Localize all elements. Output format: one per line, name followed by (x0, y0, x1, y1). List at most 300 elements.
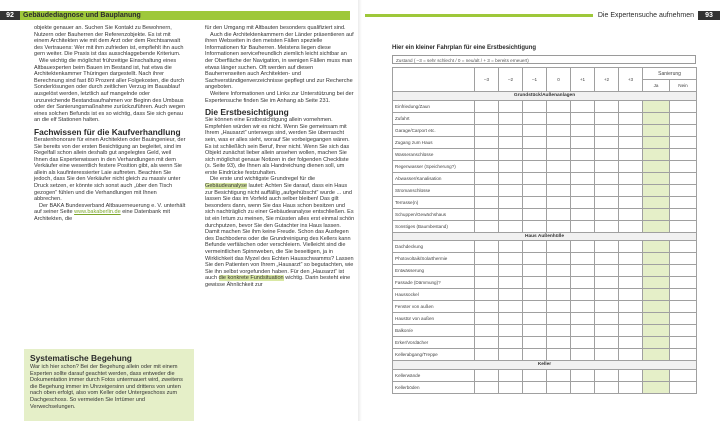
sanierung-nein-cell[interactable] (670, 136, 697, 148)
rating-cell[interactable] (523, 160, 547, 172)
rating-cell[interactable] (499, 337, 523, 349)
row-label: Wasseranschlüsse (393, 148, 475, 160)
rating-cell[interactable] (523, 136, 547, 148)
rating-cell[interactable] (619, 349, 643, 361)
rating-cell[interactable] (595, 148, 619, 160)
rating-cell[interactable] (475, 220, 499, 232)
rating-cell[interactable] (475, 241, 499, 253)
rating-cell[interactable] (499, 220, 523, 232)
table-row (393, 160, 697, 172)
row-label: Zufahrt (393, 112, 475, 124)
row-label: Kellerwände (393, 369, 475, 381)
rating-cell[interactable] (571, 253, 595, 265)
table-row (393, 112, 697, 124)
rating-cell[interactable] (547, 265, 571, 277)
rating-cell[interactable] (499, 208, 523, 220)
rating-cell[interactable] (523, 289, 547, 301)
paragraph-text: wichtig. Darin besteht eine gewisse Ähnlichkeit zur (205, 275, 351, 288)
sanierung-nein-cell[interactable] (670, 369, 697, 381)
sanierung-ja-cell[interactable] (643, 369, 670, 381)
rating-cell[interactable] (571, 220, 595, 232)
rating-cell[interactable] (475, 325, 499, 337)
rating-cell[interactable] (523, 241, 547, 253)
right-page-title: Die Expertensuche aufnehmen (597, 12, 694, 19)
sanierung-ja-cell[interactable] (643, 313, 670, 325)
table-row (393, 172, 697, 184)
section-header-row (393, 361, 697, 370)
rating-cell[interactable] (595, 208, 619, 220)
section-header-row (393, 232, 697, 241)
paragraph: Beratenhonorare für einen Architekten oder Bauingenieur, der Sie bereits von der ersten Besichtigung an begleitet, sind im Regelfall schon allein deshalb gut angelegtes Geld, weil Ihnen das Expertenwissen in den Verhandlungen mit dem Verkäufer eine wesentlich festere Position gibt, als wenn Sie allein als kaufinteressierter Laie auftreten. Beachten Sie jedoch, dass Sie den Verkäufer nicht gleich zu massiv unter Druck setzen, er könnte sich sonst auch „über den Tisch gezogen“ fühlen und die Verhandlungen mit Ihnen abbrechen. (34, 136, 186, 203)
col-header-zero: 0 (547, 68, 571, 92)
row-label: Regenwasser (Speicherung?) (393, 160, 475, 172)
row-label: Kellerabgang/Treppe (393, 349, 475, 361)
rating-cell[interactable] (499, 112, 523, 124)
rating-cell[interactable] (619, 124, 643, 136)
rating-cell[interactable] (475, 124, 499, 136)
rating-cell[interactable] (547, 160, 571, 172)
sanierung-nein-cell[interactable] (670, 148, 697, 160)
sanierung-nein-cell[interactable] (670, 277, 697, 289)
rating-cell[interactable] (499, 265, 523, 277)
rating-cell[interactable] (547, 289, 571, 301)
box-text: War ich hier schon? Bei der Begehung allein oder mit einem Experten sollte darauf geachtet werden, dass entweder die Dokumentation immer durch Fotos untermauert wird, zweitens die Begehung immer im Uhrzeigersinn und drittens von unten nach oben erfolgt, also vom Keller oder Untergeschoss zum Dachgeschoss. So vermeiden Sie Irrtümer und Verwechselungen. (30, 364, 183, 410)
rating-cell[interactable] (619, 289, 643, 301)
sanierung-nein-cell[interactable] (670, 208, 697, 220)
rating-cell[interactable] (595, 277, 619, 289)
col-header-minus2: –2 (499, 68, 523, 92)
sanierung-nein-cell[interactable] (670, 381, 697, 393)
col-header-plus2: +2 (595, 68, 619, 92)
sanierung-nein-cell[interactable] (670, 265, 697, 277)
rating-cell[interactable] (595, 124, 619, 136)
table-row (393, 277, 697, 289)
rating-cell[interactable] (571, 241, 595, 253)
rating-cell[interactable] (475, 369, 499, 381)
table-row (393, 265, 697, 277)
row-label: Stromanschlüsse (393, 184, 475, 196)
rating-cell[interactable] (523, 313, 547, 325)
row-label: Haussockel (393, 289, 475, 301)
sanierung-ja-cell[interactable] (643, 112, 670, 124)
table-row (393, 184, 697, 196)
table-row (393, 253, 697, 265)
rating-cell[interactable] (571, 349, 595, 361)
systematische-begehung-box (24, 349, 194, 421)
rating-cell[interactable] (475, 253, 499, 265)
rating-cell[interactable] (523, 381, 547, 393)
sanierung-nein-cell[interactable] (670, 184, 697, 196)
rating-cell[interactable] (571, 136, 595, 148)
rating-cell[interactable] (523, 100, 547, 112)
paragraph-text: Der BAKA Bundesverband Altbauerneuerung e. V. unterhält auf seiner Seite (34, 202, 186, 216)
row-label: Einfriedung/Zaun (393, 100, 475, 112)
rating-cell[interactable] (595, 369, 619, 381)
rating-cell[interactable] (547, 136, 571, 148)
rating-cell[interactable] (523, 369, 547, 381)
rating-cell[interactable] (619, 136, 643, 148)
rating-cell[interactable] (475, 148, 499, 160)
section-header-row (393, 92, 697, 101)
rating-cell[interactable] (475, 313, 499, 325)
condition-legend: Zustand ( –3 = sehr schlecht / 0 = neu/alt / + 3 = bereits erneuert) (392, 55, 696, 64)
rating-cell[interactable] (499, 100, 523, 112)
rating-cell[interactable] (547, 253, 571, 265)
row-label: Haustür von außen (393, 313, 475, 325)
rating-cell[interactable] (475, 172, 499, 184)
rating-cell[interactable] (595, 381, 619, 393)
header-accent-bar (365, 14, 593, 17)
rating-cell[interactable] (571, 196, 595, 208)
rating-cell[interactable] (475, 265, 499, 277)
rating-cell[interactable] (571, 381, 595, 393)
sanierung-nein-cell[interactable] (670, 253, 697, 265)
rating-cell[interactable] (619, 265, 643, 277)
sanierung-ja-cell[interactable] (643, 172, 670, 184)
row-label: Sonstiges (Baumbestand) (393, 220, 475, 232)
rating-cell[interactable] (571, 313, 595, 325)
rating-cell[interactable] (475, 160, 499, 172)
sanierung-nein-cell[interactable] (670, 313, 697, 325)
rating-cell[interactable] (499, 325, 523, 337)
col-header-plus1: +1 (571, 68, 595, 92)
rating-cell[interactable] (547, 325, 571, 337)
sanierung-ja-cell[interactable] (643, 220, 670, 232)
rating-cell[interactable] (571, 184, 595, 196)
sanierung-ja-cell[interactable] (643, 337, 670, 349)
rating-cell[interactable] (523, 277, 547, 289)
rating-cell[interactable] (619, 208, 643, 220)
sanierung-nein-cell[interactable] (670, 337, 697, 349)
rating-cell[interactable] (595, 172, 619, 184)
rating-cell[interactable] (619, 313, 643, 325)
rating-cell[interactable] (547, 241, 571, 253)
rating-cell[interactable] (523, 325, 547, 337)
row-label: Garage/Carport etc. (393, 124, 475, 136)
rating-cell[interactable] (619, 277, 643, 289)
inspection-table-body (393, 92, 697, 394)
rating-cell[interactable] (547, 277, 571, 289)
rating-cell[interactable] (619, 196, 643, 208)
left-page-title: Gebäudediagnose und Bauplanung (23, 12, 141, 19)
section-title: Grundstück/Außenanlagen (393, 92, 697, 101)
rating-cell[interactable] (523, 301, 547, 313)
rating-cell[interactable] (571, 265, 595, 277)
rating-cell[interactable] (571, 172, 595, 184)
rating-cell[interactable] (571, 369, 595, 381)
sanierung-ja-cell[interactable] (643, 136, 670, 148)
baka-link[interactable]: www.bakaberlin.de (74, 209, 121, 216)
book-gutter (358, 0, 362, 421)
rating-cell[interactable] (499, 160, 523, 172)
sanierung-ja-cell[interactable] (643, 208, 670, 220)
sanierung-nein-cell[interactable] (670, 172, 697, 184)
col-header-minus3: –3 (475, 68, 499, 92)
sanierung-nein-cell[interactable] (670, 220, 697, 232)
rating-cell[interactable] (523, 265, 547, 277)
paragraph-with-link (34, 203, 186, 223)
rating-cell[interactable] (499, 369, 523, 381)
row-label: Zugang zum Haus (393, 136, 475, 148)
rating-cell[interactable] (619, 253, 643, 265)
rating-cell[interactable] (571, 124, 595, 136)
rating-cell[interactable] (595, 265, 619, 277)
rating-cell[interactable] (475, 337, 499, 349)
table-row (393, 124, 697, 136)
rating-cell[interactable] (619, 381, 643, 393)
sanierung-ja-cell[interactable] (643, 124, 670, 136)
rating-cell[interactable] (547, 196, 571, 208)
table-row (393, 220, 697, 232)
rating-cell[interactable] (595, 337, 619, 349)
rating-cell[interactable] (619, 184, 643, 196)
plan-title: Hier ein kleiner Fahrplan für eine Erstbesichtigung (392, 45, 537, 51)
sanierung-nein-cell[interactable] (670, 160, 697, 172)
section-title: Keller (393, 361, 697, 370)
rating-cell[interactable] (595, 100, 619, 112)
rating-cell[interactable] (595, 301, 619, 313)
rating-cell[interactable] (571, 337, 595, 349)
rating-cell[interactable] (475, 196, 499, 208)
rating-cell[interactable] (499, 289, 523, 301)
row-label: Kellerböden (393, 381, 475, 393)
rating-cell[interactable] (595, 349, 619, 361)
table-row (393, 369, 697, 381)
rating-cell[interactable] (523, 220, 547, 232)
rating-cell[interactable] (499, 349, 523, 361)
rating-cell[interactable] (595, 325, 619, 337)
rating-cell[interactable] (571, 112, 595, 124)
sanierung-ja-cell[interactable] (643, 241, 670, 253)
rating-cell[interactable] (499, 148, 523, 160)
rating-cell[interactable] (619, 160, 643, 172)
rating-cell[interactable] (523, 172, 547, 184)
rating-cell[interactable] (595, 253, 619, 265)
rating-cell[interactable] (523, 349, 547, 361)
rating-cell[interactable] (523, 112, 547, 124)
inspection-table (392, 67, 697, 394)
rating-cell[interactable] (571, 301, 595, 313)
rating-cell[interactable] (547, 124, 571, 136)
rating-cell[interactable] (619, 369, 643, 381)
rating-cell[interactable] (619, 241, 643, 253)
row-label: Dachdeckung (393, 241, 475, 253)
rating-cell[interactable] (475, 277, 499, 289)
col-header-ja: Ja (643, 80, 670, 92)
rating-cell[interactable] (571, 160, 595, 172)
sanierung-nein-cell[interactable] (670, 196, 697, 208)
rating-cell[interactable] (619, 337, 643, 349)
sanierung-ja-cell[interactable] (643, 349, 670, 361)
rating-cell[interactable] (571, 277, 595, 289)
rating-cell[interactable] (619, 301, 643, 313)
row-label: Abwasser/Kanalisation (393, 172, 475, 184)
rating-cell[interactable] (619, 172, 643, 184)
paragraph: Weitere Informationen und Links zur Unterstützung bei der Expertensuche finden Sie im Anhang ab Seite 231. (205, 90, 354, 104)
rating-cell[interactable] (547, 313, 571, 325)
paragraph-text: lautet: Achten Sie darauf, dass ein Haus zur Besichtigung nicht auffällig „aufgehübscht“ wurde ... und lassen Sie das im Vorfeld auch selber bleiben! Das gilt besonders dann, wenn Sie das Haus schon besitzen und sich nachträglich zu einer Gebäudeanalyse entschließen. Es ist ein Irrtum zu meinen, Sie müssten alles erst einmal schön durchputzen, bevor Sie den Gutachter ins Haus lassen. Damit machen Sie ihm keine Freude. Schon das Ausfegen des Dachbodens oder die Grundreinigung des Kellers kann Befunde verfälschen oder verschleiern. Vielleicht sind die vermeintlichen Spinnweben, die Sie beseitigen, ja in Wirklichkeit das Myzel des Echten Hausschwamms? Lassen Sie den Patienten von Ihrem „Hausarzt“ so begutachten, wie Sie ihn selbst vorgefunden haben. Für den „Hausarzt“ ist auch (205, 183, 355, 282)
sanierung-ja-cell[interactable] (643, 184, 670, 196)
row-label: Erker/Vordächer (393, 337, 475, 349)
rating-cell[interactable] (547, 112, 571, 124)
rating-cell[interactable] (595, 112, 619, 124)
rating-cell[interactable] (475, 381, 499, 393)
table-row (393, 196, 697, 208)
rating-cell[interactable] (499, 241, 523, 253)
sanierung-nein-cell[interactable] (670, 325, 697, 337)
sanierung-ja-cell[interactable] (643, 301, 670, 313)
sanierung-ja-cell[interactable] (643, 253, 670, 265)
rating-cell[interactable] (571, 148, 595, 160)
rating-cell[interactable] (499, 253, 523, 265)
rating-cell[interactable] (475, 184, 499, 196)
rating-cell[interactable] (499, 196, 523, 208)
inspection-plan (392, 44, 696, 394)
rating-cell[interactable] (547, 172, 571, 184)
rating-cell[interactable] (475, 301, 499, 313)
paragraph-text: eine Datenbank mit Architekten, die (34, 209, 170, 223)
table-row (393, 148, 697, 160)
rating-cell[interactable] (475, 289, 499, 301)
rating-cell[interactable] (547, 220, 571, 232)
sanierung-ja-cell[interactable] (643, 265, 670, 277)
table-row (393, 325, 697, 337)
table-row (393, 313, 697, 325)
row-label: Entwässerung (393, 265, 475, 277)
sanierung-nein-cell[interactable] (670, 349, 697, 361)
row-label: Schuppen/Gewächshaus (393, 208, 475, 220)
rating-cell[interactable] (595, 313, 619, 325)
rating-cell[interactable] (523, 124, 547, 136)
rating-cell[interactable] (619, 325, 643, 337)
rating-cell[interactable] (547, 301, 571, 313)
rating-cell[interactable] (595, 136, 619, 148)
sanierung-nein-cell[interactable] (670, 100, 697, 112)
rating-cell[interactable] (595, 289, 619, 301)
rating-cell[interactable] (499, 172, 523, 184)
sanierung-ja-cell[interactable] (643, 381, 670, 393)
rating-cell[interactable] (547, 100, 571, 112)
table-corner (393, 68, 475, 92)
table-row (393, 241, 697, 253)
rating-cell[interactable] (475, 100, 499, 112)
row-label: Photovoltaik/Solarthermie (393, 253, 475, 265)
rating-cell[interactable] (523, 337, 547, 349)
left-page-header (0, 11, 350, 20)
rating-cell[interactable] (523, 196, 547, 208)
left-page-number: 92 (0, 11, 20, 20)
table-row (393, 289, 697, 301)
rating-cell[interactable] (499, 381, 523, 393)
rating-cell[interactable] (619, 148, 643, 160)
rating-cell[interactable] (571, 100, 595, 112)
table-row (393, 381, 697, 393)
rating-cell[interactable] (523, 253, 547, 265)
paragraph: für den Umgang mit Altbauten besonders qualifiziert sind. (205, 25, 346, 31)
table-row (393, 100, 697, 112)
rating-cell[interactable] (619, 220, 643, 232)
section-heading-kaufverhandlung: Fachwissen für die Kaufverhandlung (34, 126, 181, 137)
rating-cell[interactable] (499, 136, 523, 148)
rating-cell[interactable] (499, 313, 523, 325)
rating-cell[interactable] (523, 148, 547, 160)
rating-cell[interactable] (619, 112, 643, 124)
right-page-header (365, 11, 720, 20)
row-label: Fassade (Dämmung)? (393, 277, 475, 289)
rating-cell[interactable] (475, 349, 499, 361)
col-header-sanierung: Sanierung (643, 68, 697, 80)
sanierung-ja-cell[interactable] (643, 277, 670, 289)
paragraph-text: Die erste und wichtigste Grundregel für die (210, 176, 316, 183)
section-title: Haus Außenhülle (393, 232, 697, 241)
sanierung-ja-cell[interactable] (643, 100, 670, 112)
col-header-minus1: –1 (523, 68, 547, 92)
rating-cell[interactable] (595, 196, 619, 208)
paragraph: Sie können eine Erstbesichtigung allein vornehmen. Empfehlen würden wir es nicht. Wenn Sie gemeinsam mit Ihrem „Hausarzt“ unterwegs sind, werden Sie überrascht sein, was er alles sieht, worauf Sie vorbeigegangen wären. Es ist schließlich sein Beruf, Ihrer nicht. Wenn Sie sich das Objekt zunächst lieber allein ansehen wollen, machen Sie sich möglichst genaue Notizen in der folgenden Checkliste (s. Seite 93), die Ihnen als Handreichung dienen soll, um erste Eindrücke festzuhalten. (205, 117, 350, 176)
row-label: Balkon/e (393, 325, 475, 337)
rating-cell[interactable] (523, 208, 547, 220)
sanierung-ja-cell[interactable] (643, 325, 670, 337)
rating-cell[interactable] (523, 184, 547, 196)
rating-cell[interactable] (595, 160, 619, 172)
paragraph: objekte genauer an. Suchen Sie Kontakt zu Bewohnern, Nutzern oder Bauherren der Referenzobjekte. Es ist mit einem Architekten wie mit dem Arzt oder dem Rechtsanwalt des Vertrauens: Wer mit ihm zufrieden ist, empfiehlt ihn auch gern weiter. Die Praxis ist das ausschlaggebende Kriterium. (34, 25, 184, 58)
box-heading: Systematische Begehung (30, 353, 132, 363)
left-column-1 (34, 25, 186, 223)
rating-cell[interactable] (595, 220, 619, 232)
rating-cell[interactable] (547, 184, 571, 196)
sanierung-nein-cell[interactable] (670, 112, 697, 124)
rating-cell[interactable] (571, 325, 595, 337)
sanierung-nein-cell[interactable] (670, 124, 697, 136)
rating-cell[interactable] (547, 148, 571, 160)
col-header-plus3: +3 (619, 68, 643, 92)
sanierung-ja-cell[interactable] (643, 289, 670, 301)
rating-cell[interactable] (595, 241, 619, 253)
sanierung-ja-cell[interactable] (643, 148, 670, 160)
rating-cell[interactable] (499, 277, 523, 289)
sanierung-nein-cell[interactable] (670, 301, 697, 313)
paragraph-with-highlights (205, 176, 355, 288)
rating-cell[interactable] (547, 337, 571, 349)
table-row (393, 349, 697, 361)
rating-cell[interactable] (547, 208, 571, 220)
rating-cell[interactable] (547, 381, 571, 393)
rating-cell[interactable] (475, 136, 499, 148)
rating-cell[interactable] (619, 100, 643, 112)
row-label: Terrasse(n) (393, 196, 475, 208)
section-heading-erstbesichtigung: Die Erstbesichtigung (205, 107, 289, 118)
rating-cell[interactable] (475, 208, 499, 220)
highlight-gebaeudeanalyse: Gebäudeanalyse (205, 183, 247, 190)
col-header-nein: Nein (670, 80, 697, 92)
rating-cell[interactable] (499, 184, 523, 196)
rating-cell[interactable] (499, 301, 523, 313)
highlight-fundsituation: die konkrete Fundsituation (218, 275, 284, 282)
table-row (393, 208, 697, 220)
rating-cell[interactable] (475, 112, 499, 124)
rating-cell[interactable] (499, 124, 523, 136)
rating-cell[interactable] (571, 208, 595, 220)
rating-cell[interactable] (595, 184, 619, 196)
sanierung-nein-cell[interactable] (670, 289, 697, 301)
table-row (393, 301, 697, 313)
sanierung-ja-cell[interactable] (643, 160, 670, 172)
rating-cell[interactable] (547, 369, 571, 381)
sanierung-nein-cell[interactable] (670, 241, 697, 253)
sanierung-ja-cell[interactable] (643, 196, 670, 208)
rating-cell[interactable] (547, 349, 571, 361)
rating-cell[interactable] (571, 289, 595, 301)
